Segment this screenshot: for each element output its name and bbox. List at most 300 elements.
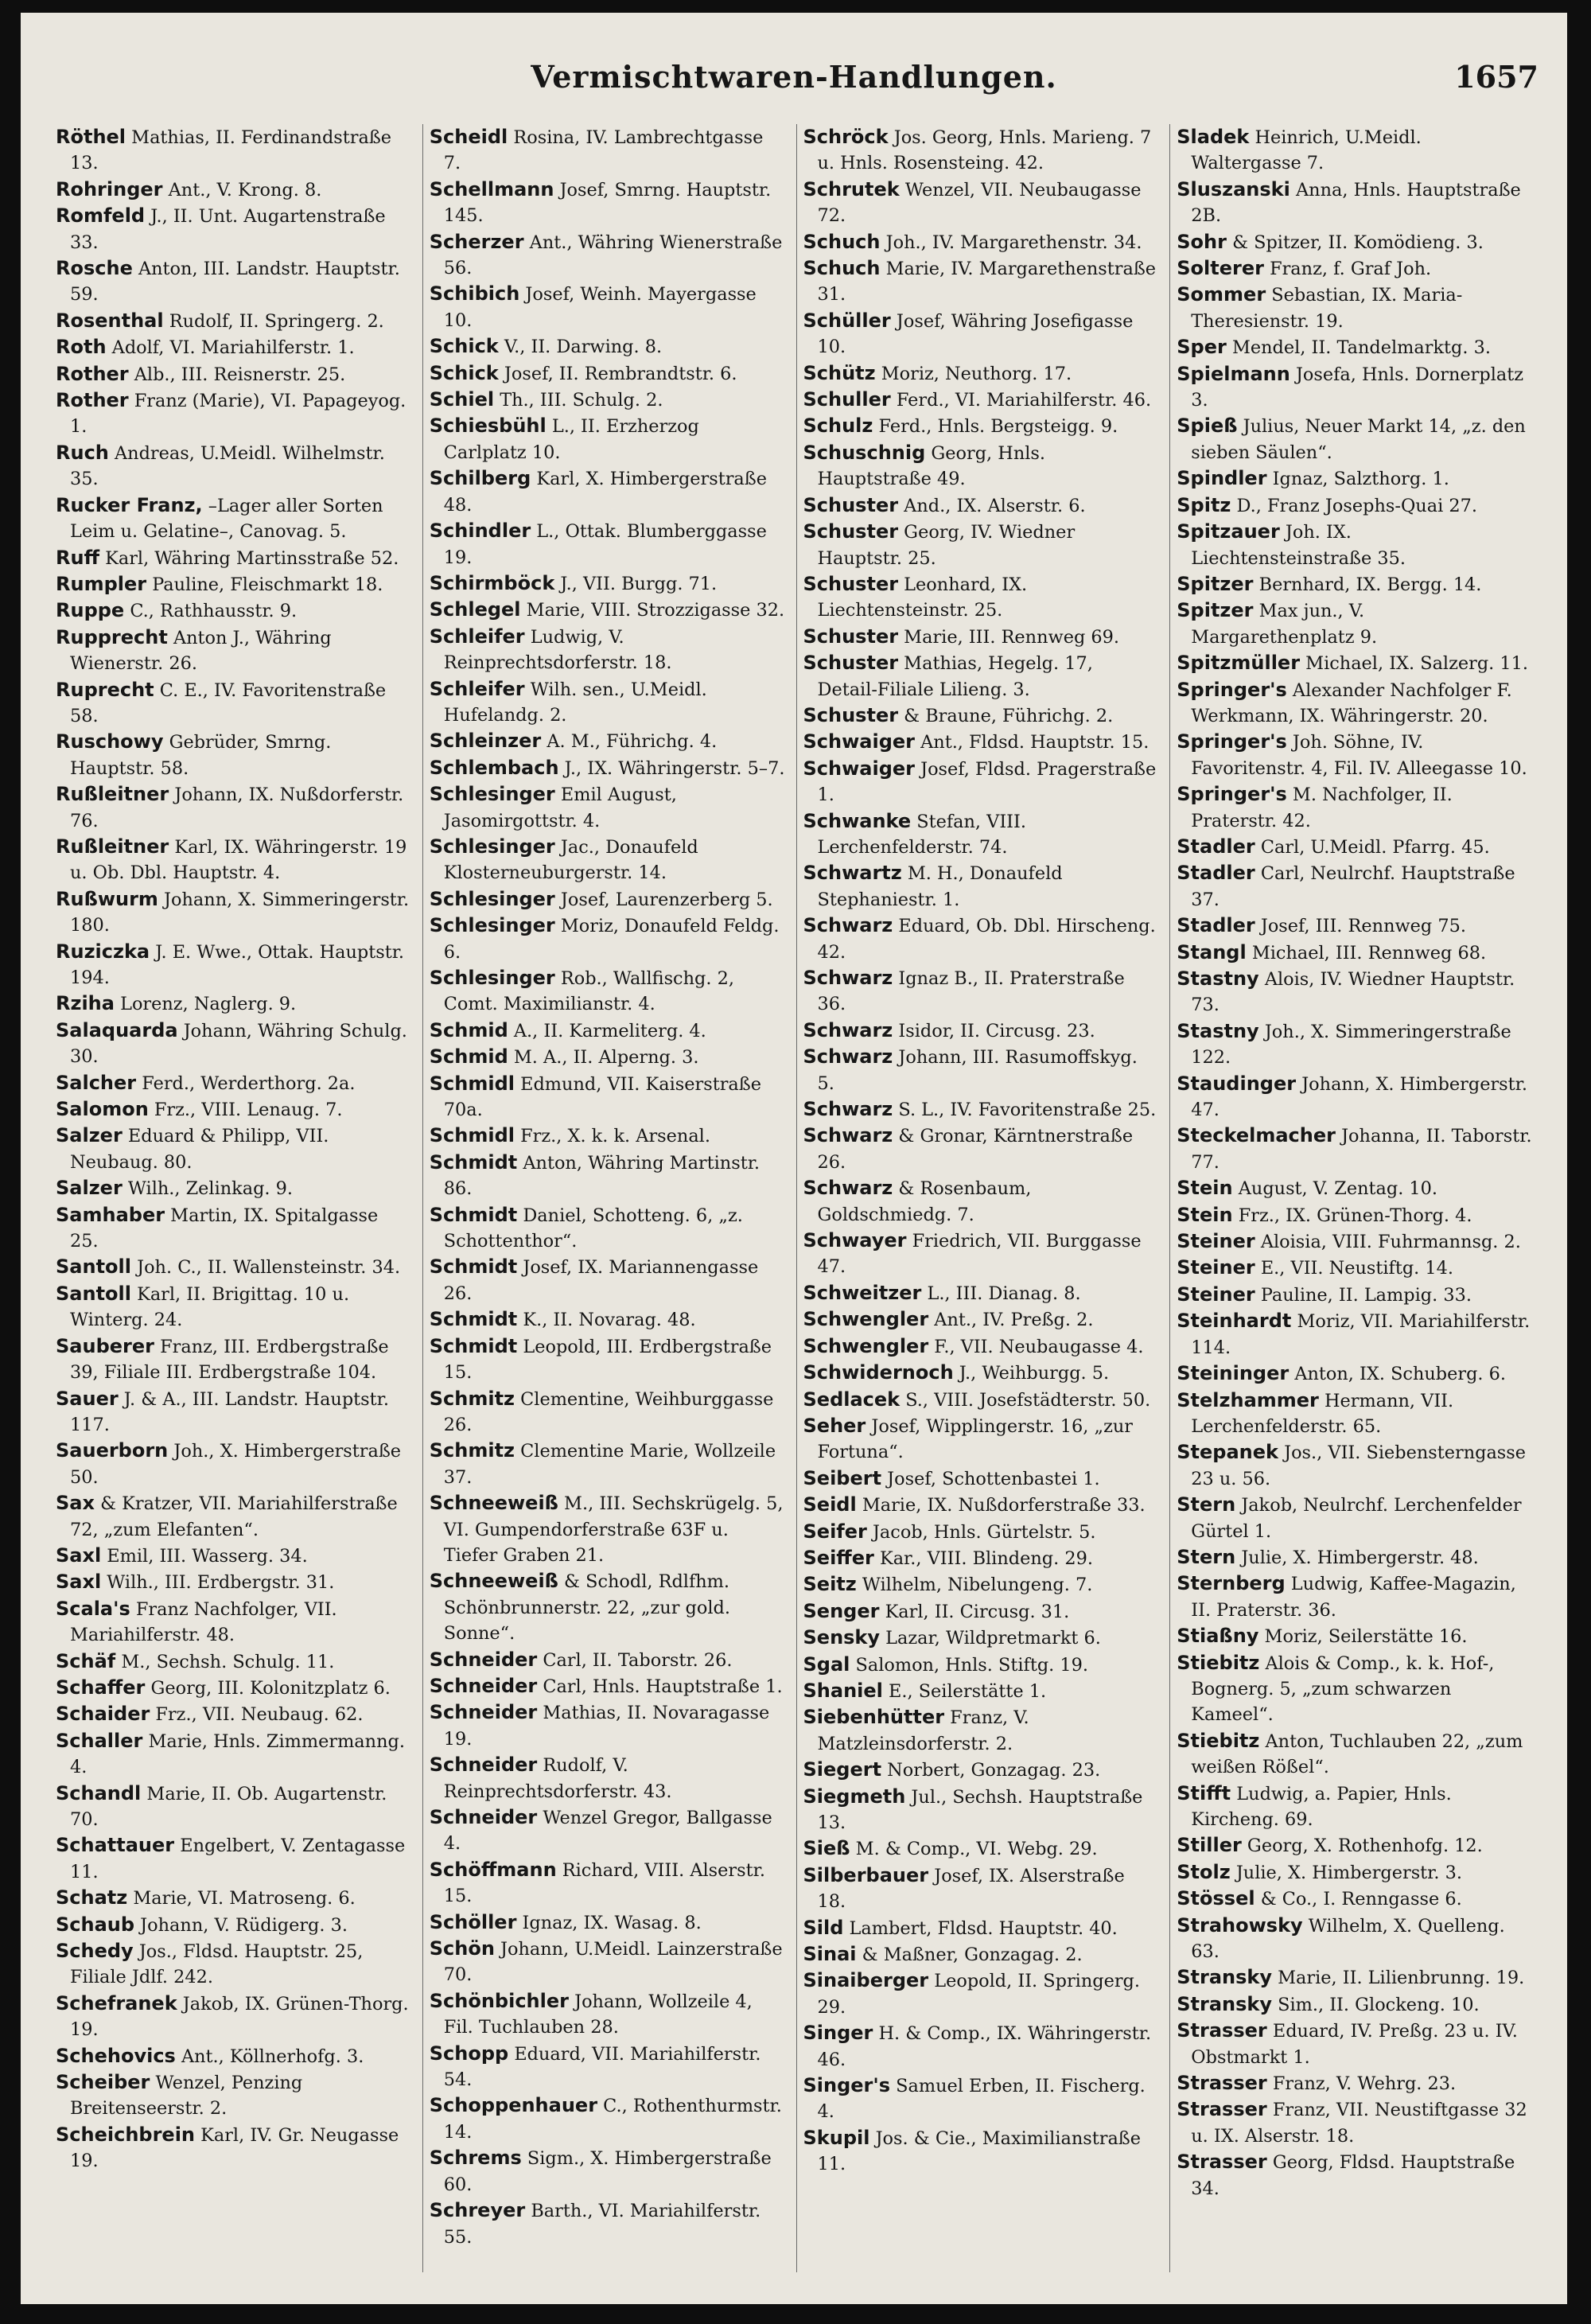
directory-entry: [803, 1280, 1159, 1306]
directory-entry: [56, 177, 411, 203]
entry-details: Lambert, Fldsd. Hauptstr. 40.: [843, 1917, 1118, 1939]
entry-details: L., II. Erzherzog Carlplatz 10.: [443, 416, 699, 463]
entry-details: Johann, III. Rasumoffskyg. 5.: [817, 1047, 1138, 1094]
entry-details: Barth., VI. Mariahilferstr. 55.: [443, 2201, 761, 2248]
entry-details: J. E. Wwe., Ottak. Hauptstr. 194.: [70, 941, 405, 988]
directory-entry: [430, 2041, 785, 2093]
entry-name: Springer's: [1177, 678, 1287, 701]
entry-details: L., Ottak. Blumberggasse 19.: [443, 521, 767, 568]
directory-entry: [1177, 1123, 1532, 1175]
entry-name: Schwarz: [803, 1098, 893, 1121]
directory-entry: [1177, 124, 1532, 177]
entry-name: Strasser: [1177, 2019, 1267, 2042]
entry-name: Sild: [803, 1916, 844, 1939]
directory-entry: [56, 1832, 411, 1885]
entry-details: M., III. Sechskrügelg. 5, VI. Gumpendorferstraße 63F u. Tiefer Graben 21.: [443, 1493, 784, 1566]
directory-entry: [56, 1490, 411, 1543]
directory-entry: [56, 1649, 411, 1675]
entry-details: Georg, Fldsd. Hauptstraße 34.: [1191, 2152, 1515, 2199]
entry-name: Schaub: [56, 1913, 135, 1936]
directory-entry: [56, 1202, 411, 1255]
entry-details: Michael, III. Rennweg 68.: [1246, 942, 1487, 963]
directory-entry: [803, 1835, 1159, 1862]
entry-details: Leonhard, IX. Liechtensteinstr. 25.: [817, 574, 1028, 621]
entry-details: August, V. Zentag. 10.: [1232, 1178, 1438, 1200]
directory-entry: [56, 308, 411, 334]
entry-name: Schönbichler: [429, 1989, 569, 2012]
directory-entry: [56, 255, 411, 308]
directory-entry: [1177, 334, 1532, 360]
directory-entry: [803, 1678, 1159, 1704]
entry-name: Schefranek: [56, 1991, 177, 2015]
entry-details: Joh. C., II. Wallensteinstr. 34.: [130, 1257, 401, 1279]
entry-name: Schüller: [803, 309, 891, 332]
entry-details: S., VIII. Josefstädterstr. 50.: [900, 1389, 1151, 1411]
directory-entry: [803, 1044, 1159, 1096]
directory-entry: [1177, 177, 1532, 229]
directory-entry: [430, 1044, 785, 1070]
entry-details: Eduard, IV. Preßg. 23 u. IV. Obstmarkt 1.: [1191, 2021, 1518, 2068]
entry-details: Mathias, II. Ferdinandstraße 13.: [70, 127, 392, 174]
entry-details: Wenzel, Penzing Breitenseerstr. 2.: [70, 2073, 303, 2120]
directory-entry: [56, 1781, 411, 1833]
directory-entry: [803, 729, 1159, 755]
directory-entry: [430, 360, 785, 387]
directory-entry: [803, 1360, 1159, 1386]
entry-details: Hermann, VII. Lerchenfelderstr. 65.: [1191, 1390, 1454, 1437]
entry-details: Mendel, II. Tandelmarktg. 3.: [1226, 337, 1491, 359]
entry-name: Rother: [56, 362, 129, 385]
directory-entry: [430, 387, 785, 413]
entry-name: Steinhardt: [1177, 1310, 1292, 1333]
entry-details: Johann, X. Simmeringerstr. 180.: [70, 889, 410, 936]
entry-name: Steininger: [1177, 1362, 1290, 1385]
entry-name: Schwayer: [803, 1229, 907, 1252]
entry-name: Siegmeth: [803, 1785, 906, 1808]
entry-name: Schütz: [803, 361, 876, 384]
directory-entry: [56, 1254, 411, 1280]
entry-details: Gebrüder, Smrng. Hauptstr. 58.: [70, 732, 332, 779]
column-1: [56, 124, 411, 2272]
entry-name: Rother: [56, 389, 129, 412]
directory-entry: [1177, 2018, 1532, 2070]
entry-details: Frz., VII. Neubaug. 62.: [150, 1704, 364, 1726]
directory-entry: [56, 625, 411, 677]
entry-name: Rziha: [56, 992, 115, 1015]
directory-entry: [1177, 1282, 1532, 1308]
entry-name: Senger: [803, 1599, 880, 1622]
entry-details: Jos., Fldsd. Hauptstr. 25, Filiale Jdlf. 242.: [70, 1941, 364, 1988]
entry-name: Schwarz: [803, 1124, 893, 1147]
directory-entry: [1177, 1439, 1532, 1492]
directory-entry: [56, 598, 411, 624]
entry-name: Stadler: [1177, 914, 1255, 937]
entry-details: Jos., VII. Siebensterngasse 23 u. 56.: [1191, 1442, 1527, 1489]
entry-name: Schneider: [429, 1701, 538, 1724]
directory-entry: [803, 860, 1159, 913]
entry-name: Schick: [429, 361, 499, 384]
entry-name: Stiebitz: [1177, 1651, 1260, 1674]
directory-entry: [430, 281, 785, 333]
entry-details: & Rosenbaum, Goldschmiedg. 7.: [817, 1178, 1032, 1225]
directory-entry: [430, 1123, 785, 1149]
entry-name: Sieß: [803, 1837, 850, 1860]
directory-entry: [430, 1936, 785, 1988]
directory-entry: [803, 756, 1159, 808]
entry-name: Stelzhammer: [1177, 1388, 1319, 1411]
column-4: [1169, 124, 1532, 2272]
entry-details: Anton, III. Landstr. Hauptstr. 59.: [70, 259, 400, 306]
directory-entry: [56, 1543, 411, 1569]
entry-details: Ant., IV. Preßg. 2.: [928, 1310, 1094, 1331]
entry-details: Clementine, Weihburggasse 26.: [443, 1388, 774, 1435]
entry-name: Sax: [56, 1492, 95, 1515]
entry-details: Wilh. sen., U.Meidl. Hufelandg. 2.: [443, 679, 707, 726]
entry-details: Frz., IX. Grünen-Thorg. 4.: [1232, 1205, 1472, 1226]
entry-details: E., VII. Neustiftg. 14.: [1255, 1258, 1454, 1279]
directory-entry: [1177, 781, 1532, 834]
entry-name: Spitzer: [1177, 599, 1254, 622]
directory-entry: [430, 2092, 785, 2145]
entry-details: Moriz, Seilerstätte 16.: [1258, 1626, 1468, 1648]
directory-entry: [803, 1175, 1159, 1228]
directory-entry: [803, 1941, 1159, 1968]
entry-details: Ignaz, IX. Wasag. 8.: [516, 1912, 702, 1933]
entry-details: Frz., VIII. Lenaug. 7.: [148, 1100, 343, 1121]
directory-entry: [1177, 1175, 1532, 1201]
entry-details: Stefan, VIII. Lerchenfelderstr. 74.: [817, 811, 1026, 858]
entry-name: Schmidt: [429, 1150, 518, 1174]
entry-name: Sedlacek: [803, 1388, 901, 1411]
entry-name: Stiebitz: [1177, 1729, 1260, 1752]
directory-entry: [430, 1018, 785, 1044]
directory-entry: [1177, 2096, 1532, 2149]
entry-details: Mathias, Hegelg. 17, Detail-Filiale Lilieng. 3.: [817, 653, 1093, 700]
entry-name: Santoll: [56, 1282, 131, 1305]
page-number: 1657: [1454, 59, 1538, 95]
directory-entry: [803, 1652, 1159, 1678]
entry-details: L., III. Dianag. 8.: [921, 1283, 1081, 1304]
entry-name: Silberbauer: [803, 1863, 929, 1886]
directory-entry: [56, 1728, 411, 1781]
entry-name: Schlegel: [429, 598, 521, 621]
directory-entry: [56, 1438, 411, 1490]
directory-entry: [56, 1596, 411, 1649]
entry-details: Marie, Hnls. Zimmermanng. 4.: [70, 1730, 405, 1778]
entry-details: H. & Comp., IX. Währingerstr. 46.: [817, 2023, 1152, 2070]
entry-name: Schiesbühl: [429, 415, 547, 438]
directory-page: [21, 13, 1567, 2304]
entry-details: Joh. IX. Liechtensteinstraße 35.: [1191, 522, 1406, 569]
entry-name: Schneider: [429, 1806, 538, 1828]
directory-entry: [1177, 413, 1532, 465]
entry-details: Rudolf, II. Springerg. 2.: [163, 310, 384, 332]
entry-details: Josef, IX. Alserstraße 18.: [817, 1865, 1125, 1913]
directory-entry: [56, 886, 411, 939]
directory-entry: [56, 2069, 411, 2122]
directory-entry: [1177, 940, 1532, 966]
directory-entry: [1177, 1832, 1532, 1859]
entry-name: Schwaiger: [803, 757, 915, 780]
entry-details: Johann, Währing Schulg. 30.: [70, 1020, 407, 1068]
entry-name: Stastny: [1177, 1019, 1259, 1042]
entry-name: Schwarz: [803, 1018, 893, 1041]
entry-details: Ludwig, a. Papier, Hnls. Kircheng. 69.: [1191, 1783, 1452, 1830]
entry-details: Alb., III. Reisnerstr. 25.: [128, 364, 346, 385]
directory-entry: [803, 650, 1159, 703]
directory-entry: [803, 1571, 1159, 1598]
entry-details: Marie, II. Lilienbrunng. 19.: [1272, 1968, 1525, 1989]
entry-details: Emil, III. Wasserg. 34.: [101, 1545, 308, 1567]
directory-entry: [803, 1413, 1159, 1466]
entry-name: Schmidl: [429, 1124, 515, 1147]
entry-name: Solterer: [1177, 257, 1264, 280]
directory-entry: [803, 624, 1159, 650]
directory-entry: [1177, 1781, 1532, 1833]
entry-name: Steiner: [1177, 1256, 1255, 1279]
entry-name: Salcher: [56, 1071, 137, 1094]
entry-name: Spieß: [1177, 415, 1238, 438]
entry-details: Michael, IX. Salzerg. 11.: [1300, 653, 1529, 675]
directory-entry: [430, 570, 785, 597]
entry-name: Schick: [429, 335, 499, 358]
directory-entry: [803, 1333, 1159, 1360]
entry-name: Siegert: [803, 1758, 882, 1781]
entry-details: Anton J., Währing Wienerstr. 26.: [70, 627, 332, 675]
directory-entry: [803, 1598, 1159, 1625]
entry-details: Josef, Währing Josefigasse 10.: [817, 310, 1134, 358]
entry-details: Johann, Wollzeile 4, Fil. Tuchlauben 28.: [443, 1991, 753, 2038]
entry-name: Schwanke: [803, 809, 912, 832]
entry-details: Karl, X. Himbergerstraße 48.: [443, 469, 767, 516]
entry-name: Rucker Franz,: [56, 493, 203, 516]
directory-entry: [56, 1386, 411, 1438]
entry-details: S. L., IV. Favoritenstraße 25.: [893, 1100, 1157, 1121]
directory-entry: [430, 1752, 785, 1804]
entry-name: Schaider: [56, 1703, 150, 1726]
entry-details: A. M., Führichg. 4.: [541, 731, 718, 753]
entry-details: Marie, III. Rennweg 69.: [898, 626, 1119, 648]
entry-details: C., Rathhausstr. 9.: [124, 601, 298, 622]
entry-name: Samhaber: [56, 1203, 165, 1226]
entry-details: Lorenz, Naglerg. 9.: [114, 994, 297, 1015]
entry-details: Franz, V. Wehrg. 23.: [1266, 2073, 1457, 2095]
entry-name: Schmidt: [429, 1308, 518, 1331]
directory-entry: [803, 124, 1159, 177]
entry-details: Joh., IV. Margarethenstr. 34.: [880, 232, 1142, 253]
directory-entry: [56, 1175, 411, 1201]
directory-entry: [430, 755, 785, 781]
entry-details: Wilhelm, X. Quelleng. 63.: [1191, 1915, 1505, 1963]
entry-name: Sinai: [803, 1943, 857, 1966]
directory-entry: [56, 1333, 411, 1386]
entry-name: Salzer: [56, 1177, 123, 1200]
directory-entry: [430, 676, 785, 729]
entry-name: Stiller: [1177, 1834, 1242, 1857]
directory-entry: [1177, 860, 1532, 913]
entry-details: Josefa, Hnls. Dornerplatz 3.: [1191, 364, 1523, 411]
directory-entry: [1177, 1991, 1532, 2018]
entry-details: Martin, IX. Spitalgasse 25.: [70, 1205, 379, 1252]
entry-name: Singer's: [803, 2074, 891, 2097]
entry-details: Salomon, Hnls. Stiftg. 19.: [850, 1654, 1088, 1676]
entry-name: Schmid: [429, 1018, 508, 1041]
entry-name: Sper: [1177, 336, 1227, 359]
entry-details: Ferd., Hnls. Bergsteigg. 9.: [873, 416, 1118, 438]
entry-name: Scherzer: [429, 230, 524, 253]
entry-name: Romfeld: [56, 204, 146, 228]
entry-details: Heinrich, U.Meidl. Waltergasse 7.: [1191, 127, 1422, 174]
entry-name: Schön: [429, 1937, 495, 1960]
directory-entry: [803, 1306, 1159, 1333]
directory-entry: [803, 2073, 1159, 2125]
entry-name: Rosenthal: [56, 309, 164, 332]
entry-name: Schrutek: [803, 177, 900, 200]
directory-entry: [803, 413, 1159, 439]
entry-name: Schneeweiß: [429, 1492, 558, 1515]
directory-entry: [1177, 1492, 1532, 1544]
entry-details: Th., III. Schulg. 2.: [494, 390, 663, 411]
directory-entry: [803, 229, 1159, 255]
entry-details: Ant., Fldsd. Hauptstr. 15.: [914, 732, 1149, 753]
entry-name: Scheidl: [429, 126, 508, 148]
entry-details: Josef, Fldsd. Pragerstraße 1.: [817, 758, 1157, 806]
entry-name: Seifer: [803, 1520, 867, 1543]
directory-entry: [430, 1438, 785, 1490]
entry-details: Josef, Schottenbastei 1.: [881, 1468, 1100, 1489]
directory-entry: [430, 624, 785, 676]
directory-entry: [430, 1071, 785, 1123]
entry-details: And., IX. Alserstr. 6.: [898, 495, 1086, 516]
entry-name: Scala's: [56, 1597, 130, 1620]
directory-entry: [56, 781, 411, 834]
entry-name: Schmidt: [429, 1334, 518, 1357]
entry-details: Wilh., Zelinkag. 9.: [122, 1178, 294, 1200]
entry-name: Schleifer: [429, 625, 525, 648]
entry-name: Rosche: [56, 257, 133, 280]
entry-details: Max jun., V. Margarethenplatz 9.: [1191, 601, 1378, 648]
entry-details: Josef, II. Rembrandtstr. 6.: [498, 363, 737, 384]
entry-details: Alois, IV. Wiedner Hauptstr. 73.: [1191, 969, 1515, 1016]
entry-details: Jakob, Neulrchf. Lerchenfelder Gürtel 1.: [1191, 1495, 1522, 1542]
entry-details: J., VII. Burgg. 71.: [554, 573, 718, 594]
directory-entry: [1177, 2070, 1532, 2096]
directory-entry: [1177, 2149, 1532, 2201]
entry-name: Schaller: [56, 1729, 143, 1752]
entry-name: Schedy: [56, 1940, 134, 1963]
directory-entry: [430, 1673, 785, 1699]
entry-name: Schuschnig: [803, 441, 926, 464]
entry-name: Sauerborn: [56, 1439, 169, 1462]
directory-entry: [430, 728, 785, 754]
entry-details: Mathias, II. Novaragasse 19.: [443, 1703, 770, 1750]
directory-entry: [803, 1784, 1159, 1836]
entry-name: Rußleitner: [56, 835, 169, 858]
entry-name: Röthel: [56, 126, 126, 148]
directory-entry: [1177, 1228, 1532, 1255]
entry-name: Schmid: [429, 1045, 508, 1069]
directory-entry: [803, 1096, 1159, 1123]
entry-details: A., II. Karmeliterg. 4.: [508, 1020, 706, 1041]
directory-entry: [430, 1804, 785, 1857]
entry-details: Marie, IV. Margarethenstraße 31.: [817, 259, 1157, 306]
directory-entry: [803, 1757, 1159, 1783]
directory-entry: [1177, 1571, 1532, 1623]
entry-name: Spitzmüller: [1177, 652, 1301, 675]
entry-name: Schwarz: [803, 1045, 893, 1069]
entry-details: Josef, Wipplingerstr. 16, „zur Fortuna“.: [817, 1415, 1133, 1463]
directory-entry: [56, 1070, 411, 1096]
directory-entry: [430, 1202, 785, 1255]
entry-details: Frz., X. k. k. Arsenal.: [515, 1126, 710, 1147]
entry-details: Jac., Donaufeld Klosterneuburgerstr. 14.: [443, 836, 698, 884]
entry-details: Franz, VII. Neustiftgasse 32 u. IX. Alserstr. 18.: [1191, 2100, 1527, 2147]
entry-details: Karl, II. Circusg. 31.: [879, 1601, 1070, 1622]
entry-name: Springer's: [1177, 783, 1287, 806]
entry-details: M. Nachfolger, II. Praterstr. 42.: [1191, 784, 1453, 831]
entry-details: Ignaz B., II. Praterstraße 36.: [817, 968, 1125, 1015]
entry-name: Ruff: [56, 546, 100, 569]
directory-entry: [1177, 519, 1532, 571]
entry-name: Schmitz: [429, 1439, 515, 1462]
entry-name: Strahowsky: [1177, 1913, 1303, 1937]
directory-entry: [1177, 1018, 1532, 1071]
entry-name: Schneider: [429, 1674, 538, 1697]
directory-entry: [56, 677, 411, 730]
entry-name: Schweitzer: [803, 1281, 922, 1304]
entry-name: Schuster: [803, 625, 899, 648]
entry-details: Pauline, Fleischmarkt 18.: [146, 574, 383, 595]
entry-details: Julie, X. Himbergerstr. 48.: [1235, 1547, 1479, 1568]
directory-entry: [1177, 1361, 1532, 1387]
directory-entry: [430, 465, 785, 518]
entry-details: J., II. Unt. Augartenstraße 33.: [70, 206, 386, 253]
directory-entry: [1177, 913, 1532, 939]
entry-name: Staudinger: [1177, 1072, 1297, 1095]
entry-details: K., II. Novarag. 48.: [517, 1310, 696, 1331]
entry-details: Carl, Hnls. Hauptstraße 1.: [537, 1676, 783, 1697]
entry-name: Springer's: [1177, 730, 1287, 753]
entry-details: Marie, VI. Matroseng. 6.: [127, 1888, 356, 1909]
directory-entry: [430, 1306, 785, 1333]
entry-details: Anna, Hnls. Hauptstraße 2B.: [1191, 179, 1521, 227]
entry-details: Aloisia, VIII. Fuhrmannsg. 2.: [1255, 1232, 1521, 1253]
directory-entry: [803, 808, 1159, 861]
directory-entry: [803, 1915, 1159, 1941]
directory-entry: [803, 360, 1159, 387]
entry-name: Schneider: [429, 1648, 538, 1671]
entry-details: Carl, II. Taborstr. 26.: [537, 1649, 733, 1671]
entry-details: Ant., Köllnerhofg. 3.: [175, 2046, 364, 2067]
entry-details: Joh., X. Himbergerstraße 50.: [70, 1441, 402, 1488]
directory-entry: [56, 1018, 411, 1070]
entry-details: Karl, IV. Gr. Neugasse 19.: [70, 2124, 399, 2172]
directory-entry: [1177, 1308, 1532, 1361]
entry-details: Carl, Neulrchf. Hauptstraße 37.: [1191, 863, 1515, 910]
directory-entry: [803, 1968, 1159, 2020]
directory-entry: [56, 571, 411, 598]
entry-name: Stössel: [1177, 1887, 1255, 1910]
entry-name: Sluszanski: [1177, 177, 1290, 200]
entry-name: Schmitz: [429, 1387, 515, 1410]
directory-entry: [56, 1281, 411, 1333]
entry-details: Lazar, Wildpretmarkt 6.: [880, 1628, 1101, 1649]
entry-details: Eduard, Ob. Dbl. Hirscheng. 42.: [817, 916, 1156, 963]
entry-name: Stadler: [1177, 862, 1255, 885]
directory-entry: [430, 124, 785, 177]
entry-name: Singer: [803, 2022, 873, 2045]
entry-name: Ruschowy: [56, 730, 164, 753]
